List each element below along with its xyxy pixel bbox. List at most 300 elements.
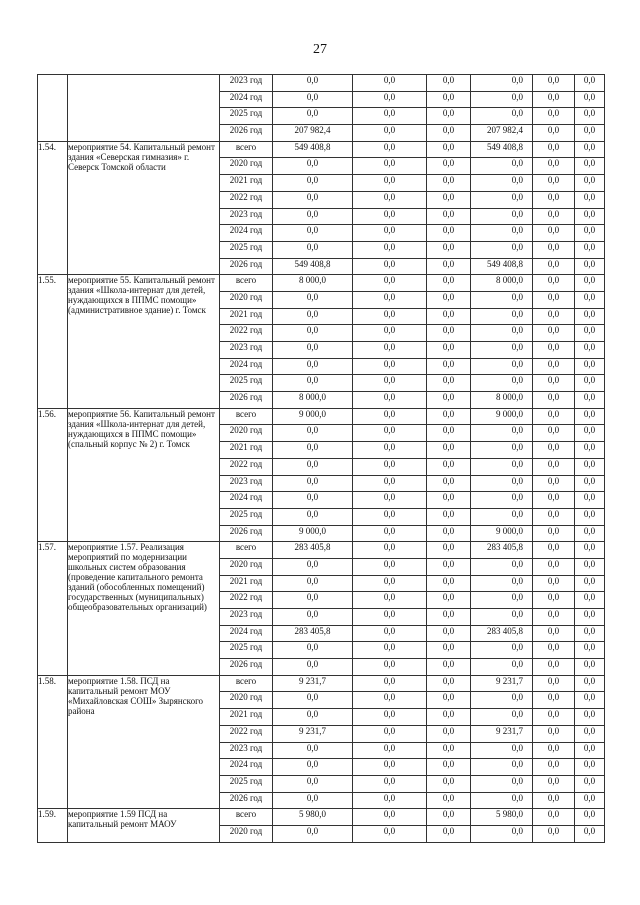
amount-cell: 0,0 [273, 325, 353, 342]
period-cell: 2020 год [220, 558, 273, 575]
amount-cell: 0,0 [353, 659, 427, 676]
amount-cell: 0,0 [353, 575, 427, 592]
amount-cell: 0,0 [427, 225, 471, 242]
amount-cell: 0,0 [427, 558, 471, 575]
period-cell: 2022 год [220, 325, 273, 342]
amount-cell: 9 231,7 [471, 675, 533, 692]
amount-cell: 0,0 [273, 508, 353, 525]
amount-cell: 0,0 [575, 275, 605, 292]
amount-cell: 0,0 [273, 742, 353, 759]
amount-cell: 0,0 [427, 158, 471, 175]
amount-cell: 0,0 [533, 191, 575, 208]
amount-cell: 0,0 [533, 525, 575, 542]
amount-cell: 0,0 [575, 592, 605, 609]
amount-cell: 0,0 [575, 308, 605, 325]
amount-cell: 0,0 [471, 592, 533, 609]
amount-cell: 0,0 [575, 225, 605, 242]
amount-cell: 0,0 [575, 408, 605, 425]
amount-cell: 0,0 [427, 191, 471, 208]
amount-cell: 0,0 [353, 508, 427, 525]
amount-cell: 0,0 [353, 442, 427, 459]
amount-cell: 0,0 [273, 342, 353, 359]
amount-cell: 0,0 [471, 191, 533, 208]
amount-cell: 0,0 [273, 558, 353, 575]
amount-cell: 0,0 [533, 275, 575, 292]
amount-cell: 0,0 [427, 475, 471, 492]
amount-cell: 0,0 [533, 408, 575, 425]
amount-cell: 5 980,0 [273, 809, 353, 826]
amount-cell: 0,0 [533, 775, 575, 792]
amount-cell: 0,0 [273, 375, 353, 392]
amount-cell: 0,0 [575, 91, 605, 108]
item-number: 1.58. [38, 675, 68, 809]
amount-cell: 0,0 [273, 475, 353, 492]
amount-cell: 0,0 [427, 275, 471, 292]
period-cell: 2021 год [220, 575, 273, 592]
amount-cell: 0,0 [273, 709, 353, 726]
amount-cell: 0,0 [575, 358, 605, 375]
amount-cell: 0,0 [427, 108, 471, 125]
amount-cell: 0,0 [575, 241, 605, 258]
period-cell: 2022 год [220, 458, 273, 475]
amount-cell: 0,0 [353, 258, 427, 275]
amount-cell: 0,0 [575, 659, 605, 676]
amount-cell: 0,0 [427, 141, 471, 158]
amount-cell: 0,0 [353, 325, 427, 342]
amount-cell: 0,0 [471, 75, 533, 92]
period-cell: всего [220, 275, 273, 292]
amount-cell: 0,0 [533, 809, 575, 826]
amount-cell: 0,0 [273, 442, 353, 459]
amount-cell: 0,0 [575, 191, 605, 208]
amount-cell: 0,0 [353, 91, 427, 108]
amount-cell: 0,0 [471, 91, 533, 108]
amount-cell: 0,0 [533, 175, 575, 192]
amount-cell: 0,0 [427, 458, 471, 475]
amount-cell: 0,0 [533, 642, 575, 659]
amount-cell: 0,0 [273, 158, 353, 175]
amount-cell: 0,0 [471, 475, 533, 492]
amount-cell: 0,0 [471, 375, 533, 392]
amount-cell: 0,0 [575, 575, 605, 592]
amount-cell: 0,0 [273, 191, 353, 208]
amount-cell: 0,0 [575, 825, 605, 842]
amount-cell: 0,0 [575, 375, 605, 392]
amount-cell: 0,0 [471, 775, 533, 792]
amount-cell: 0,0 [575, 342, 605, 359]
amount-cell: 0,0 [427, 692, 471, 709]
amount-cell: 0,0 [353, 475, 427, 492]
amount-cell: 0,0 [353, 725, 427, 742]
amount-cell: 0,0 [273, 825, 353, 842]
amount-cell: 0,0 [575, 141, 605, 158]
amount-cell: 0,0 [427, 592, 471, 609]
amount-cell: 0,0 [533, 342, 575, 359]
amount-cell: 0,0 [353, 125, 427, 142]
period-cell: 2021 год [220, 709, 273, 726]
amount-cell: 0,0 [575, 742, 605, 759]
amount-cell: 283 405,8 [273, 542, 353, 559]
amount-cell: 0,0 [575, 775, 605, 792]
amount-cell: 0,0 [427, 342, 471, 359]
amount-cell: 0,0 [533, 308, 575, 325]
amount-cell: 0,0 [575, 692, 605, 709]
period-cell: 2020 год [220, 825, 273, 842]
amount-cell: 0,0 [353, 692, 427, 709]
period-cell: 2021 год [220, 175, 273, 192]
amount-cell: 0,0 [427, 825, 471, 842]
amount-cell: 0,0 [533, 358, 575, 375]
amount-cell: 0,0 [471, 558, 533, 575]
period-cell: всего [220, 809, 273, 826]
amount-cell: 0,0 [353, 558, 427, 575]
amount-cell: 0,0 [575, 642, 605, 659]
period-cell: 2024 год [220, 759, 273, 776]
amount-cell: 0,0 [353, 275, 427, 292]
amount-cell: 0,0 [533, 141, 575, 158]
amount-cell: 0,0 [471, 709, 533, 726]
amount-cell: 0,0 [427, 375, 471, 392]
budget-table [37, 74, 605, 843]
amount-cell: 0,0 [427, 759, 471, 776]
period-cell: 2023 год [220, 475, 273, 492]
table-row [38, 408, 605, 425]
amount-cell: 0,0 [427, 809, 471, 826]
item-number: 1.59. [38, 809, 68, 842]
amount-cell: 0,0 [353, 759, 427, 776]
amount-cell: 0,0 [353, 225, 427, 242]
amount-cell: 0,0 [273, 692, 353, 709]
amount-cell: 0,0 [427, 392, 471, 409]
amount-cell: 0,0 [353, 742, 427, 759]
amount-cell: 0,0 [533, 792, 575, 809]
amount-cell: 0,0 [533, 709, 575, 726]
amount-cell: 0,0 [533, 575, 575, 592]
amount-cell: 5 980,0 [471, 809, 533, 826]
amount-cell: 0,0 [353, 175, 427, 192]
amount-cell: 0,0 [471, 508, 533, 525]
amount-cell: 0,0 [353, 792, 427, 809]
period-cell: 2024 год [220, 358, 273, 375]
amount-cell: 0,0 [533, 659, 575, 676]
item-description: мероприятие 1.59 ПСД на капитальный ремонт МАОУ [68, 809, 220, 842]
amount-cell: 0,0 [273, 75, 353, 92]
amount-cell: 0,0 [427, 609, 471, 626]
amount-cell: 0,0 [273, 575, 353, 592]
amount-cell: 0,0 [533, 825, 575, 842]
amount-cell: 0,0 [471, 308, 533, 325]
amount-cell: 0,0 [533, 625, 575, 642]
period-cell: 2026 год [220, 258, 273, 275]
amount-cell: 0,0 [273, 241, 353, 258]
amount-cell: 0,0 [353, 75, 427, 92]
amount-cell: 0,0 [575, 542, 605, 559]
amount-cell: 8 000,0 [273, 392, 353, 409]
amount-cell: 0,0 [533, 458, 575, 475]
amount-cell: 0,0 [471, 158, 533, 175]
amount-cell: 0,0 [533, 225, 575, 242]
amount-cell: 0,0 [575, 125, 605, 142]
amount-cell: 549 408,8 [273, 141, 353, 158]
amount-cell: 0,0 [533, 158, 575, 175]
amount-cell: 0,0 [575, 709, 605, 726]
item-description: мероприятие 1.58. ПСД на капитальный ремонт МОУ «Михайловская СОШ» Зырянского района [68, 675, 220, 809]
amount-cell: 0,0 [427, 408, 471, 425]
amount-cell: 0,0 [427, 725, 471, 742]
amount-cell: 0,0 [471, 659, 533, 676]
amount-cell: 0,0 [533, 692, 575, 709]
amount-cell: 0,0 [427, 425, 471, 442]
item-description [68, 75, 220, 142]
amount-cell: 0,0 [575, 75, 605, 92]
amount-cell: 0,0 [575, 725, 605, 742]
amount-cell: 8 000,0 [273, 275, 353, 292]
amount-cell: 0,0 [533, 125, 575, 142]
amount-cell: 0,0 [471, 458, 533, 475]
amount-cell: 0,0 [273, 642, 353, 659]
amount-cell: 0,0 [533, 392, 575, 409]
period-cell: 2020 год [220, 425, 273, 442]
amount-cell: 0,0 [353, 208, 427, 225]
item-description: мероприятие 56. Капитальный ремонт здания «Школа-интернат для детей, нуждающихся в ППМС помощи» (спальный корпус № 2) г. Томск [68, 408, 220, 542]
period-cell: 2024 год [220, 492, 273, 509]
amount-cell: 9 000,0 [273, 408, 353, 425]
amount-cell: 0,0 [471, 442, 533, 459]
amount-cell: 9 231,7 [273, 725, 353, 742]
amount-cell: 0,0 [427, 291, 471, 308]
amount-cell: 0,0 [273, 208, 353, 225]
amount-cell: 0,0 [471, 575, 533, 592]
amount-cell: 0,0 [471, 208, 533, 225]
period-cell: 2021 год [220, 442, 273, 459]
item-number: 1.56. [38, 408, 68, 542]
amount-cell: 549 408,8 [471, 141, 533, 158]
table-row [38, 675, 605, 692]
amount-cell: 0,0 [427, 508, 471, 525]
amount-cell: 0,0 [575, 609, 605, 626]
amount-cell: 0,0 [575, 208, 605, 225]
amount-cell: 0,0 [273, 609, 353, 626]
amount-cell: 0,0 [353, 141, 427, 158]
amount-cell: 0,0 [575, 108, 605, 125]
amount-cell: 0,0 [533, 475, 575, 492]
amount-cell: 0,0 [575, 475, 605, 492]
amount-cell: 0,0 [273, 792, 353, 809]
amount-cell: 0,0 [533, 492, 575, 509]
amount-cell: 0,0 [353, 291, 427, 308]
period-cell: 2023 год [220, 75, 273, 92]
period-cell: 2023 год [220, 208, 273, 225]
amount-cell: 0,0 [353, 542, 427, 559]
period-cell: всего [220, 141, 273, 158]
amount-cell: 0,0 [273, 592, 353, 609]
amount-cell: 0,0 [575, 625, 605, 642]
period-cell: 2025 год [220, 108, 273, 125]
period-cell: 2020 год [220, 692, 273, 709]
period-cell: 2025 год [220, 241, 273, 258]
amount-cell: 0,0 [427, 625, 471, 642]
amount-cell: 0,0 [471, 642, 533, 659]
table-row [38, 275, 605, 292]
amount-cell: 0,0 [471, 825, 533, 842]
amount-cell: 0,0 [533, 558, 575, 575]
amount-cell: 549 408,8 [273, 258, 353, 275]
item-number: 1.55. [38, 275, 68, 409]
amount-cell: 0,0 [353, 342, 427, 359]
amount-cell: 0,0 [353, 458, 427, 475]
item-number [38, 75, 68, 142]
amount-cell: 0,0 [575, 325, 605, 342]
amount-cell: 207 982,4 [273, 125, 353, 142]
amount-cell: 0,0 [575, 442, 605, 459]
amount-cell: 0,0 [273, 358, 353, 375]
amount-cell: 0,0 [427, 175, 471, 192]
amount-cell: 0,0 [533, 208, 575, 225]
period-cell: 2023 год [220, 342, 273, 359]
amount-cell: 0,0 [575, 525, 605, 542]
amount-cell: 0,0 [353, 775, 427, 792]
period-cell: 2026 год [220, 392, 273, 409]
period-cell: всего [220, 542, 273, 559]
period-cell: 2025 год [220, 642, 273, 659]
amount-cell: 0,0 [353, 392, 427, 409]
period-cell: всего [220, 408, 273, 425]
amount-cell: 0,0 [353, 408, 427, 425]
amount-cell: 0,0 [427, 675, 471, 692]
amount-cell: 0,0 [353, 241, 427, 258]
amount-cell: 207 982,4 [471, 125, 533, 142]
amount-cell: 0,0 [471, 425, 533, 442]
amount-cell: 0,0 [575, 759, 605, 776]
period-cell: 2020 год [220, 291, 273, 308]
amount-cell: 0,0 [427, 742, 471, 759]
amount-cell: 0,0 [427, 659, 471, 676]
page-number: 27 [313, 42, 327, 57]
amount-cell: 0,0 [273, 458, 353, 475]
amount-cell: 9 000,0 [471, 525, 533, 542]
amount-cell: 0,0 [273, 308, 353, 325]
amount-cell: 0,0 [353, 158, 427, 175]
amount-cell: 9 000,0 [471, 408, 533, 425]
period-cell: 2026 год [220, 792, 273, 809]
amount-cell: 0,0 [353, 492, 427, 509]
amount-cell: 0,0 [273, 492, 353, 509]
amount-cell: 0,0 [533, 425, 575, 442]
amount-cell: 0,0 [353, 525, 427, 542]
amount-cell: 0,0 [575, 675, 605, 692]
amount-cell: 0,0 [533, 742, 575, 759]
period-cell: 2024 год [220, 625, 273, 642]
amount-cell: 0,0 [575, 508, 605, 525]
amount-cell: 0,0 [533, 442, 575, 459]
period-cell: 2024 год [220, 91, 273, 108]
item-description: мероприятие 1.57. Реализация мероприятий по модернизации школьных систем образования (проведение капитального ремонта зданий (обособленных помещений) государственных (муниципальных) общеобразовательных организаций) [68, 542, 220, 676]
amount-cell: 0,0 [427, 125, 471, 142]
amount-cell: 0,0 [353, 642, 427, 659]
amount-cell: 0,0 [471, 225, 533, 242]
period-cell: 2026 год [220, 125, 273, 142]
period-cell: 2022 год [220, 592, 273, 609]
period-cell: 2025 год [220, 508, 273, 525]
amount-cell: 0,0 [427, 241, 471, 258]
period-cell: 2026 год [220, 659, 273, 676]
period-cell: 2022 год [220, 725, 273, 742]
amount-cell: 0,0 [427, 775, 471, 792]
period-cell: 2024 год [220, 225, 273, 242]
amount-cell: 0,0 [471, 342, 533, 359]
item-description: мероприятие 55. Капитальный ремонт здания «Школа-интернат для детей, нуждающихся в ППМС помощи» (административное здание) г. Томск [68, 275, 220, 409]
amount-cell: 0,0 [273, 225, 353, 242]
amount-cell: 0,0 [471, 492, 533, 509]
amount-cell: 0,0 [273, 91, 353, 108]
amount-cell: 0,0 [533, 592, 575, 609]
item-number: 1.57. [38, 542, 68, 676]
amount-cell: 0,0 [471, 108, 533, 125]
amount-cell: 0,0 [273, 759, 353, 776]
amount-cell: 0,0 [353, 425, 427, 442]
amount-cell: 8 000,0 [471, 392, 533, 409]
amount-cell: 0,0 [575, 492, 605, 509]
amount-cell: 0,0 [575, 458, 605, 475]
amount-cell: 0,0 [471, 241, 533, 258]
period-cell: 2023 год [220, 742, 273, 759]
amount-cell: 0,0 [533, 542, 575, 559]
amount-cell: 9 231,7 [471, 725, 533, 742]
period-cell: 2023 год [220, 609, 273, 626]
amount-cell: 0,0 [533, 375, 575, 392]
amount-cell: 9 000,0 [273, 525, 353, 542]
amount-cell: 549 408,8 [471, 258, 533, 275]
amount-cell: 0,0 [273, 175, 353, 192]
amount-cell: 0,0 [427, 75, 471, 92]
amount-cell: 0,0 [575, 425, 605, 442]
period-cell: 2021 год [220, 308, 273, 325]
amount-cell: 0,0 [471, 325, 533, 342]
table-row [38, 542, 605, 559]
amount-cell: 0,0 [427, 358, 471, 375]
period-cell: 2026 год [220, 525, 273, 542]
table-row [38, 809, 605, 826]
amount-cell: 0,0 [353, 809, 427, 826]
amount-cell: 0,0 [427, 258, 471, 275]
amount-cell: 0,0 [427, 208, 471, 225]
amount-cell: 0,0 [353, 375, 427, 392]
amount-cell: 0,0 [575, 792, 605, 809]
amount-cell: 0,0 [353, 675, 427, 692]
amount-cell: 0,0 [353, 825, 427, 842]
item-description: мероприятие 54. Капитальный ремонт здания «Северская гимназия» г. Северск Томской области [68, 141, 220, 275]
amount-cell: 0,0 [575, 809, 605, 826]
amount-cell: 0,0 [471, 291, 533, 308]
amount-cell: 0,0 [533, 75, 575, 92]
amount-cell: 0,0 [471, 175, 533, 192]
amount-cell: 0,0 [575, 392, 605, 409]
period-cell: 2022 год [220, 191, 273, 208]
amount-cell: 0,0 [353, 191, 427, 208]
amount-cell: 0,0 [471, 358, 533, 375]
period-cell: 2025 год [220, 775, 273, 792]
amount-cell: 0,0 [533, 325, 575, 342]
period-cell: 2020 год [220, 158, 273, 175]
amount-cell: 0,0 [533, 291, 575, 308]
amount-cell: 0,0 [427, 308, 471, 325]
amount-cell: 0,0 [533, 675, 575, 692]
amount-cell: 0,0 [471, 692, 533, 709]
amount-cell: 0,0 [273, 659, 353, 676]
amount-cell: 0,0 [533, 91, 575, 108]
amount-cell: 0,0 [353, 609, 427, 626]
amount-cell: 0,0 [575, 175, 605, 192]
